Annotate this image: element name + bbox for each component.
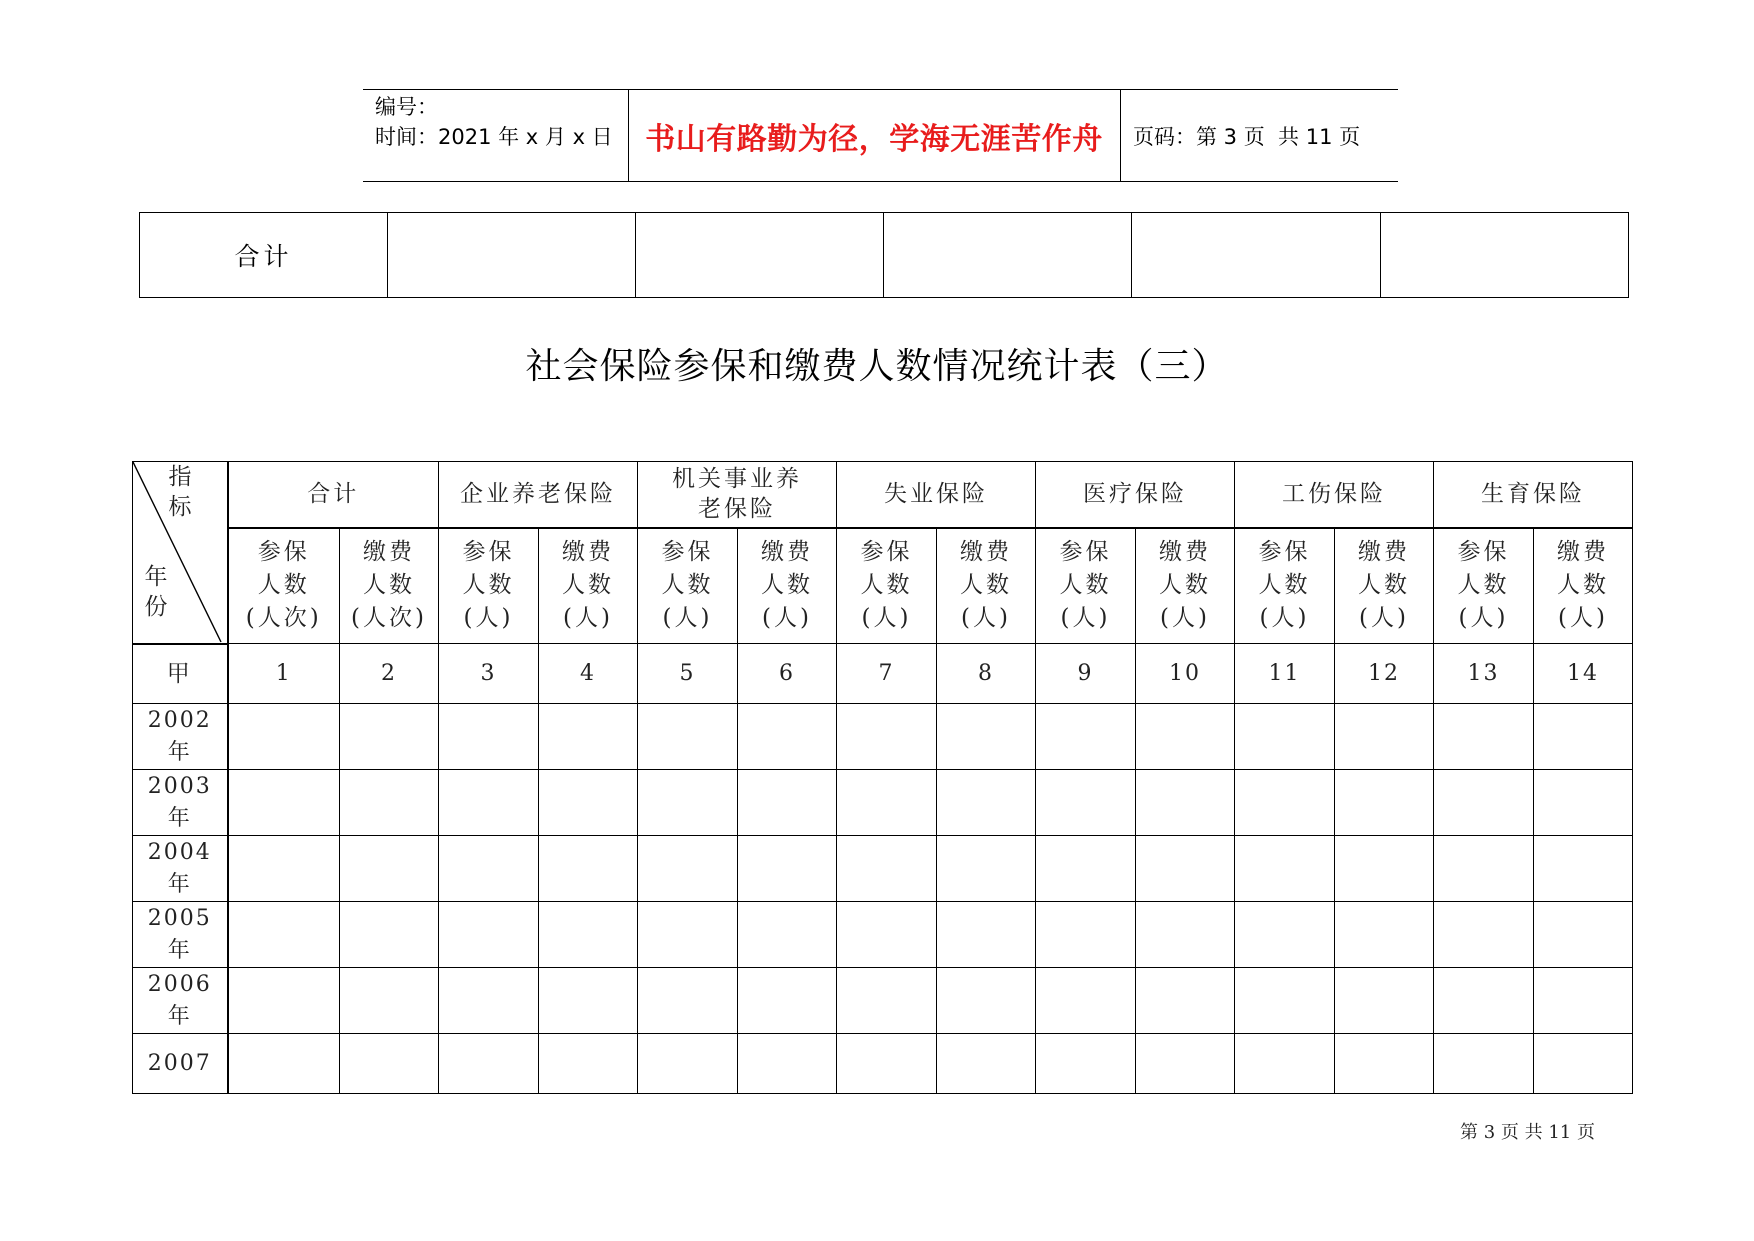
sub-header-cell: 缴费 人数 (人) [1534,528,1633,644]
data-cell [1534,1034,1633,1094]
data-cell [738,902,837,968]
group-header-maternity: 生育保险 [1434,462,1633,528]
data-cell [340,704,439,770]
data-cell [1335,968,1434,1034]
group-header-total: 合计 [228,462,439,528]
data-cell [638,968,738,1034]
column-number: 8 [937,644,1036,704]
table-cell [636,213,884,298]
data-cell [539,902,638,968]
data-cell [1534,770,1633,836]
data-cell [1036,770,1136,836]
data-cell [1434,704,1534,770]
sub-header-cell: 参保 人数 (人) [1235,528,1335,644]
table-row [133,836,1633,902]
header-motto: 书山有路勤为径，学海无涯苦作舟 [645,121,1103,157]
data-cell [1136,704,1235,770]
year-cell: 2007 [133,1034,228,1094]
page-footer: 第 3 页 共 11 页 [1460,1122,1595,1143]
sub-header-cell: 缴费 人数 (人) [539,528,638,644]
header-meta [375,92,613,152]
data-cell [228,836,340,902]
corner-header [133,462,228,644]
data-cell [1036,1034,1136,1094]
data-cell [638,1034,738,1094]
data-cell [1036,836,1136,902]
column-number: 2 [340,644,439,704]
header-divider [1120,90,1121,181]
data-cell [1534,902,1633,968]
data-cell [1235,902,1335,968]
data-cell [1434,968,1534,1034]
insurance-stats-table [132,461,1633,1094]
column-number: 10 [1136,644,1235,704]
data-cell [1434,1034,1534,1094]
data-cell [1235,836,1335,902]
index-row [133,644,1633,704]
sub-header-cell: 参保 人数 (人) [837,528,937,644]
table-cell [388,213,636,298]
data-cell [638,902,738,968]
data-cell [539,770,638,836]
data-cell [340,968,439,1034]
data-cell [1434,836,1534,902]
data-cell [1136,770,1235,836]
data-cell [340,902,439,968]
column-number: 3 [439,644,539,704]
column-number: 7 [837,644,937,704]
data-cell [638,704,738,770]
data-cell [539,704,638,770]
time-label: 时间：2021 年 x 月 x 日 [375,125,613,149]
data-cell [1136,902,1235,968]
column-number: 13 [1434,644,1534,704]
table-row [133,704,1633,770]
index-label: 甲 [133,644,228,704]
table-row [133,968,1633,1034]
data-cell [539,968,638,1034]
sub-header-cell: 参保 人数 (人) [638,528,738,644]
data-cell [1335,1034,1434,1094]
data-cell [738,836,837,902]
data-cell [738,968,837,1034]
data-cell [937,1034,1036,1094]
data-cell [439,968,539,1034]
column-number: 5 [638,644,738,704]
year-cell: 2006 年 [133,968,228,1034]
year-label: 年 份 [144,564,168,620]
data-cell [228,770,340,836]
data-cell [937,902,1036,968]
group-header-unemployment: 失业保险 [837,462,1036,528]
data-cell [638,836,738,902]
data-cell [837,770,937,836]
sub-header-cell: 缴费 人数 (人次) [340,528,439,644]
sub-header-cell: 参保 人数 (人) [439,528,539,644]
table-cell [1381,213,1629,298]
column-number: 4 [539,644,638,704]
table-cell [884,213,1132,298]
column-number: 12 [1335,644,1434,704]
data-cell [228,704,340,770]
data-cell [738,704,837,770]
data-cell [340,770,439,836]
document-header [363,89,1398,182]
group-header-enterprise-pension: 企业养老保险 [439,462,638,528]
sub-header-cell: 缴费 人数 (人) [937,528,1036,644]
data-cell [1235,968,1335,1034]
header-page-info: 页码：第 3 页 共 11 页 [1133,124,1361,149]
data-cell [837,902,937,968]
data-cell [439,1034,539,1094]
column-number: 9 [1036,644,1136,704]
data-cell [228,1034,340,1094]
data-cell [937,770,1036,836]
data-cell [1434,902,1534,968]
data-cell [1235,770,1335,836]
data-cell [340,1034,439,1094]
data-cell [1335,704,1434,770]
data-cell [638,770,738,836]
column-number: 11 [1235,644,1335,704]
data-cell [1036,968,1136,1034]
table-row [133,902,1633,968]
data-cell [937,704,1036,770]
data-cell [937,968,1036,1034]
table-row [133,770,1633,836]
data-cell [1136,836,1235,902]
data-cell [539,1034,638,1094]
data-cell [1534,836,1633,902]
data-cell [1335,836,1434,902]
data-cell [439,704,539,770]
data-cell [937,836,1036,902]
data-cell [1534,704,1633,770]
data-cell [539,836,638,902]
total-strip-table [139,212,1629,298]
sub-header-cell: 参保 人数 (人) [1434,528,1534,644]
year-cell: 2003 年 [133,770,228,836]
data-cell [1235,1034,1335,1094]
data-cell [738,770,837,836]
data-cell [1335,902,1434,968]
data-cell [837,836,937,902]
column-number: 6 [738,644,837,704]
sub-header-row [133,528,1633,644]
table-row [140,213,1629,298]
data-cell [1036,704,1136,770]
data-cell [1136,968,1235,1034]
group-header-institution-pension: 机关事业养老保险 [638,462,837,528]
year-cell: 2005 年 [133,902,228,968]
table-cell [1132,213,1381,298]
sub-header-cell: 参保 人数 (人) [1036,528,1136,644]
data-cell [439,902,539,968]
total-label: 合计 [140,213,388,298]
sub-header-cell: 参保 人数 (人次) [228,528,340,644]
data-cell [439,836,539,902]
table-row [133,1034,1633,1094]
data-cell [228,902,340,968]
column-number: 14 [1534,644,1633,704]
sub-header-cell: 缴费 人数 (人) [738,528,837,644]
column-number: 1 [228,644,340,704]
indicator-label: 指 标 [168,464,192,520]
data-cell [837,1034,937,1094]
data-cell [1434,770,1534,836]
data-cell [439,770,539,836]
table-title: 社会保险参保和缴费人数情况统计表（三） [525,346,1229,387]
group-header-medical: 医疗保险 [1036,462,1235,528]
group-header-row [133,462,1633,528]
number-label: 编号： [375,95,438,119]
group-header-work-injury: 工伤保险 [1235,462,1434,528]
data-cell [340,836,439,902]
data-cell [1335,770,1434,836]
data-cell [837,704,937,770]
sub-header-cell: 缴费 人数 (人) [1335,528,1434,644]
data-cell [1036,902,1136,968]
sub-header-cell: 缴费 人数 (人) [1136,528,1235,644]
data-cell [1136,1034,1235,1094]
year-cell: 2002 年 [133,704,228,770]
data-cell [1235,704,1335,770]
year-cell: 2004 年 [133,836,228,902]
data-cell [228,968,340,1034]
data-cell [837,968,937,1034]
data-cell [738,1034,837,1094]
data-cell [1534,968,1633,1034]
